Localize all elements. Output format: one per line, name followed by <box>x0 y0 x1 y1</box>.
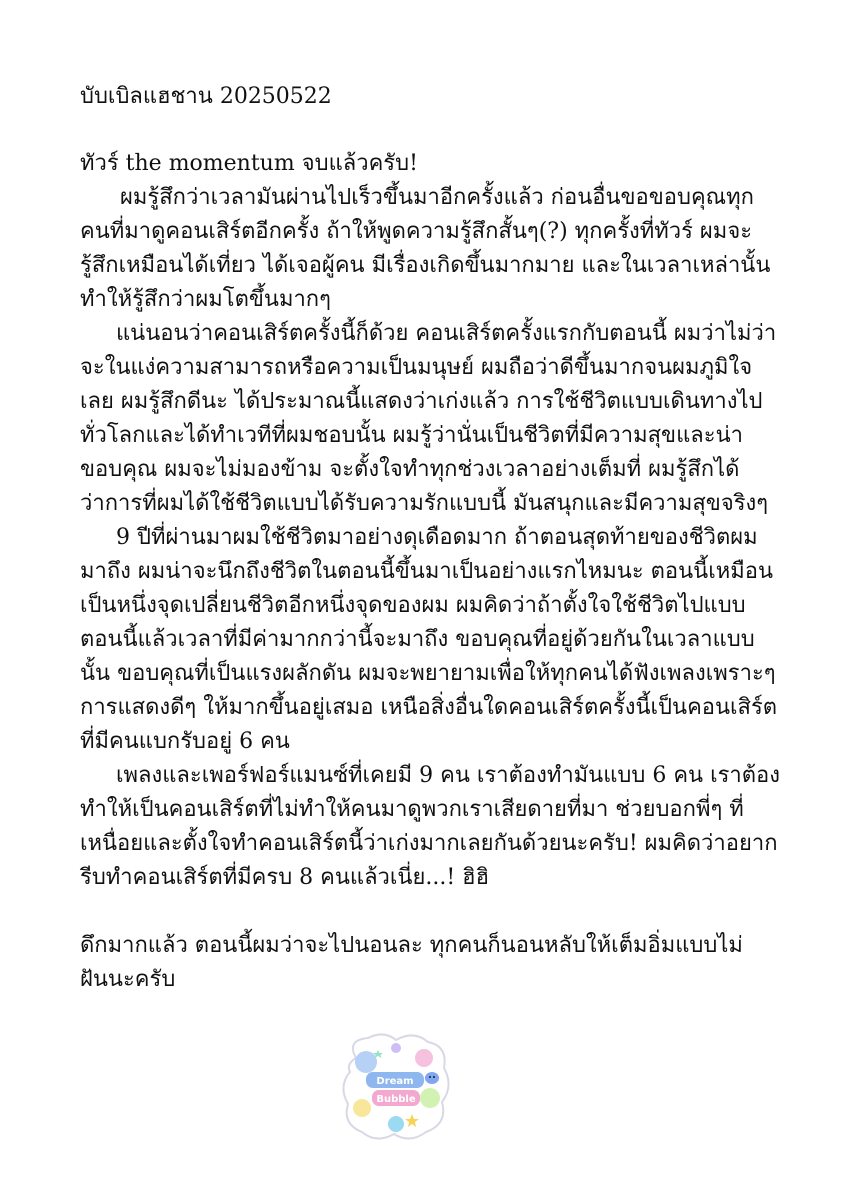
letter-paragraph: ผมรู้สึกว่าเวลามันผ่านไปเร็วขึ้นมาอีกครั้งแล้ว ก่อนอื่นขอขอบคุณทุกคนที่มาดูคอนเสิร์ตอีกครั้ง ถ้าให้พูดความรู้สึกสั้นๆ(?) ทุกครั้งที่ทัวร์ ผมจะรู้สึกเหมือนได้เที่ยว ได้เจอผู้คน มีเรื่องเกิดขึ้นมากมาย และในเวลาเหล่านั้น ทำให้รู้สึกว่าผมโตขึ้นมากๆ <box>80 185 771 312</box>
bubble <box>353 1099 371 1117</box>
bubble <box>420 1088 440 1108</box>
letter-page <box>80 80 780 997</box>
bubble <box>388 1116 404 1132</box>
svg-text:Bubble: Bubble <box>376 1094 416 1105</box>
letter-paragraph: 9 ปีที่ผ่านมาผมใช้ชีวิตมาอย่างดุเดือดมาก ถ้าตอนสุดท้ายของชีวิตผมมาถึง ผมน่าจะนึกถึงชีวิตในตอนนี้ขึ้นมาเป็นอย่างแรกไหมนะ ตอนนี้เหมือนเป็นหนึ่งจุดเปลี่ยนชีวิตอีกหนึ่งจุดของผม ผมคิดว่าถ้าตั้งใจใช้ชีวิตไปแบบตอนนี้แล้วเวลาที่มีค่ามากกว่านี้จะมาถึง ขอบคุณที่อยู่ด้วยกันในเวลาแบบนั้น ขอบคุณที่เป็นแรงผลักดัน ผมจะพยายามเพื่อให้ทุกคนได้ฟังเพลงเพราะๆ การแสดงดีๆ ให้มากขึ้นอยู่เสมอ เหนือสิ่งอื่นใดคอนเสิร์ตครั้งนี้เป็นคอนเสิร์ตที่มีคนแบกรับอยู่ 6 คน <box>80 525 778 754</box>
letter-paragraph: แน่นอนว่าคอนเสิร์ตครั้งนี้ก็ด้วย คอนเสิร์ตครั้งแรกกับตอนนี้ ผมว่าไม่ว่าจะในแง่ความสามารถหรือความเป็นมนุษย์ ผมถือว่าดีขึ้นมากจนผมภูมิใจเลย ผมรู้สึกดีนะ ได้ประมาณนี้แสดงว่าเก่งแล้ว การใช้ชีวิตแบบเดินทางไปทั่วโลกและได้ทำเวทีที่ผมชอบนั้น ผมรู้ว่านั่นเป็นชีวิตที่มีความสุขและน่าขอบคุณ ผมจะไม่มองข้าม จะตั้งใจทำทุกช่วงเวลาอย่างเต็มที่ ผมรู้สึกได้ว่าการที่ผมได้ใช้ชีวิตแบบได้รับความรักแบบนี้ มันสนุกและมีความสุขจริงๆ <box>80 321 777 516</box>
sticker-graphic <box>336 1028 454 1146</box>
bubble <box>355 1051 377 1073</box>
letter-paragraph: เพลงและเพอร์ฟอร์แมนซ์ที่เคยมี 9 คน เราต้องทำมันแบบ 6 คน เราต้องทำให้เป็นคอนเสิร์ตที่ไม่ทำให้คนมาดูพวกเราเสียดายที่มา ช่วยบอกพี่ๆ ที่เหนื่อยและตั้งใจทำคอนเสิร์ตนี้ว่าเก่งมากเลยกันด้วยนะครับ! ผมคิดว่าอยากรีบทำคอนเสิร์ตที่มีครบ 8 คนแล้วเนี่ย...! ฮิฮิ <box>80 763 780 890</box>
bubble <box>415 1049 433 1067</box>
letter-closing: ดึกมากแล้ว ตอนนี้ผมว่าจะไปนอนละ ทุกคนก็นอนหลับให้เต็มอิ่มแบบไม่ฝันนะครับ <box>80 933 743 992</box>
bubble <box>391 1043 401 1053</box>
letter-heading: ทัวร์ the momentum จบแล้วครับ! <box>80 151 418 176</box>
svg-text:Dream: Dream <box>376 1076 414 1087</box>
letter-title: บับเบิลแฮชาน 20250522 <box>80 84 332 109</box>
bubble-sticker-icon <box>336 1028 454 1146</box>
